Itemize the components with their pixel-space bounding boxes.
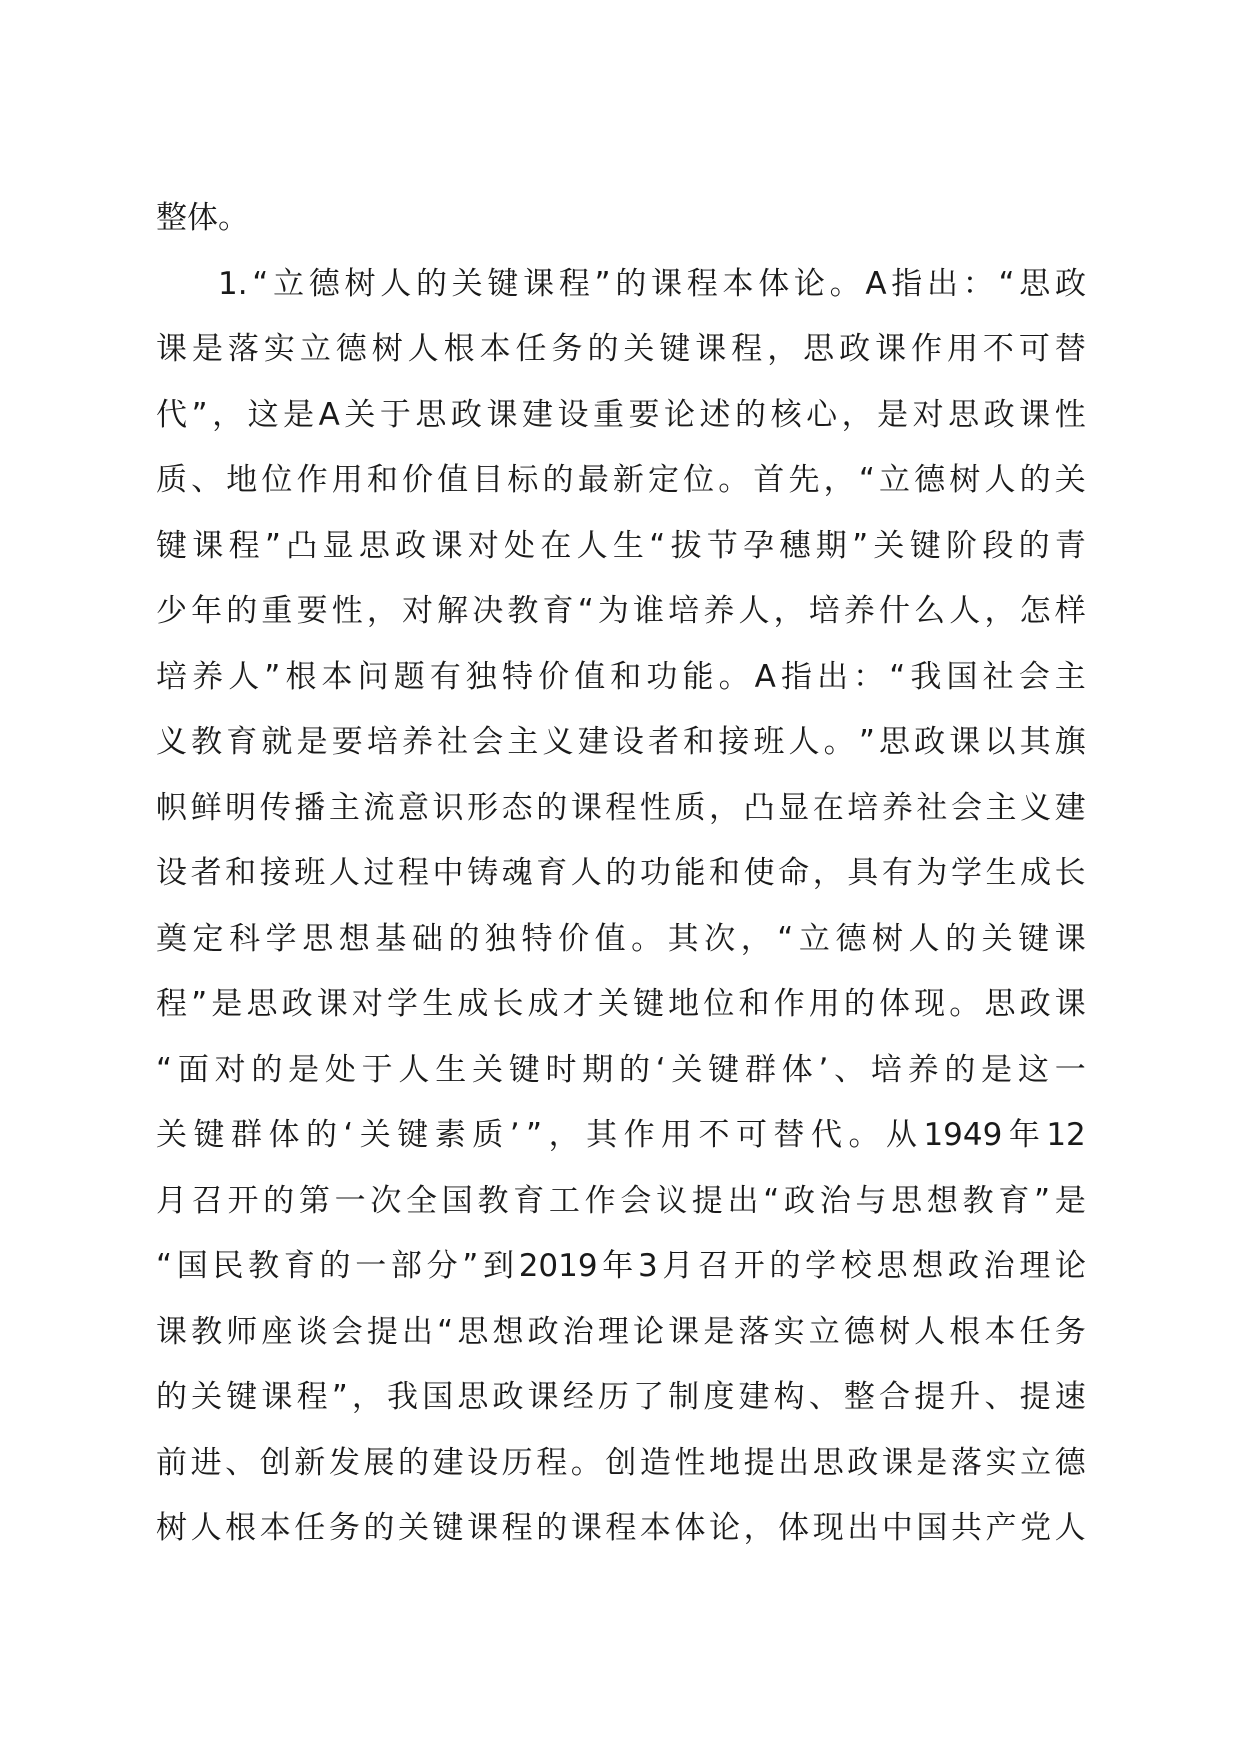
text-line: 帜 鲜 明 传 播 主 流 意 识 形 态 的 课 程 性 质 ， 凸 显 在 培 养 社 会 主 义 建 [156, 789, 1086, 826]
text-line: 设 者 和 接 班 人 过 程 中 铸 魂 育 人 的 功 能 和 使 命 ， 具 有 为 学 生 成 长 [156, 855, 1086, 891]
text-line: 培 养 人 ” 根 本 问 题 有 独 特 价 值 和 功 能 。 A 指 出 ： “ 我 国 社 会 主 [156, 658, 1086, 695]
text-line: 前 进 、 创 新 发 展 的 建 设 历 程 。 创 造 性 地 提 出 思 政 课 是 落 实 立 德 [156, 1444, 1086, 1481]
text-line: 的 关 键 课 程 ” ， 我 国 思 政 课 经 历 了 制 度 建 构 、 整 合 提 升 、 提 速 [156, 1379, 1086, 1415]
text-line: 树 人 根 本 任 务 的 关 键 课 程 的 课 程 本 体 论 ， 体 现 出 中 国 共 产 党 人 [156, 1510, 1086, 1546]
text-line: “ 面 对 的 是 处 于 人 生 关 键 时 期 的 ‘ 关 键 群 体 ’ 、 培 养 的 是 这 一 [156, 1051, 1086, 1088]
text-line: 代 ” ， 这 是 A 关 于 思 政 课 建 设 重 要 论 述 的 核 心 ， 是 对 思 政 课 性 [156, 396, 1086, 433]
text-line: 整体。 [156, 200, 249, 236]
text-line: 奠 定 科 学 思 想 基 础 的 独 特 价 值 。 其 次 ， “ 立 德 树 人 的 关 键 课 [156, 920, 1086, 957]
text-line: 质 、 地 位 作 用 和 价 值 目 标 的 最 新 定 位 。 首 先 ， “ 立 德 树 人 的 关 [156, 462, 1086, 498]
text-line: 少 年 的 重 要 性 ， 对 解 决 教 育 “ 为 谁 培 养 人 ， 培 养 什 么 人 ， 怎 样 [156, 593, 1086, 629]
text-line: 课 教 师 座 谈 会 提 出 “ 思 想 政 治 理 论 课 是 落 实 立 德 树 人 根 本 任 务 [156, 1313, 1086, 1350]
text-line: 课 是 落 实 立 德 树 人 根 本 任 务 的 关 键 课 程 ， 思 政 课 作 用 不 可 替 [156, 331, 1086, 367]
text-line: 关 键 群 体 的 ‘ 关 键 素 质 ’ ” ， 其 作 用 不 可 替 代 。 从 1949 年 12 [156, 1117, 1086, 1153]
text-line: 1. “ 立 德 树 人 的 关 键 课 程 ” 的 课 程 本 体 论 。 A 指 出 ： “ 思 政 [218, 265, 1086, 302]
text-line: 义 教 育 就 是 要 培 养 社 会 主 义 建 设 者 和 接 班 人 。 ” 思 政 课 以 其 旗 [156, 724, 1086, 760]
body-text [156, 186, 1086, 1562]
text-line: 月 召 开 的 第 一 次 全 国 教 育 工 作 会 议 提 出 “ 政 治 与 思 想 教 育 ” 是 [156, 1182, 1086, 1219]
text-line: “ 国 民 教 育 的 一 部 分 ” 到 2019 年 3 月 召 开 的 学 校 思 想 政 治 理 论 [156, 1248, 1086, 1284]
text-line: 程 ” 是 思 政 课 对 学 生 成 长 成 才 关 键 地 位 和 作 用 的 体 现 。 思 政 课 [156, 986, 1086, 1022]
text-line: 键 课 程 ” 凸 显 思 政 课 对 处 在 人 生 “ 拔 节 孕 穗 期 ” 关 键 阶 段 的 青 [156, 527, 1086, 564]
